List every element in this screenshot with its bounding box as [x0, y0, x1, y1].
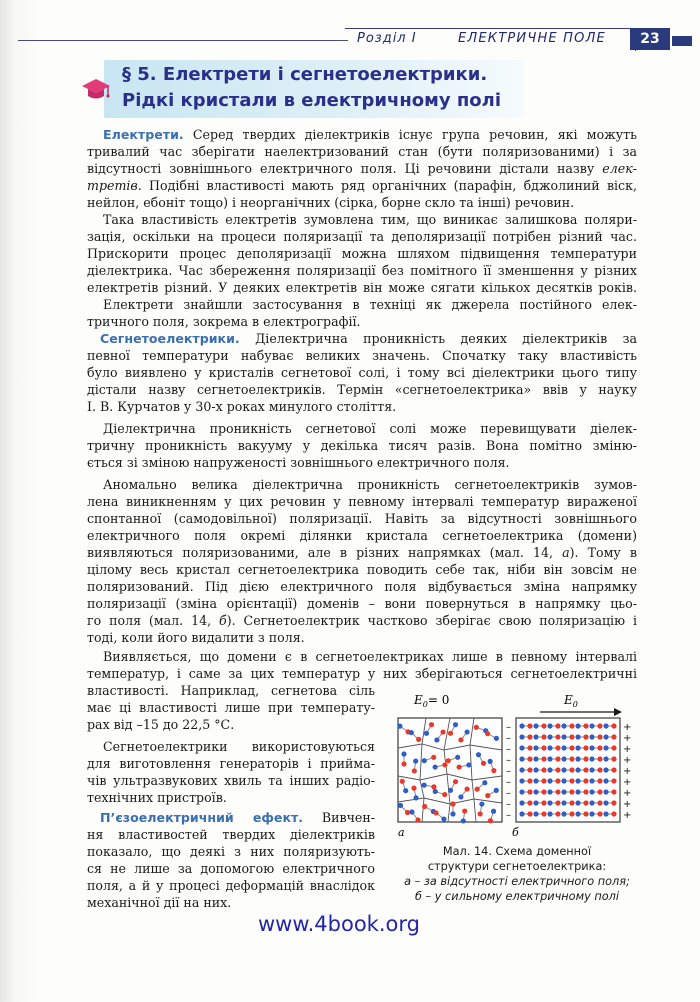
positive-charge	[611, 745, 616, 750]
p7-line1: Виявляється, що домени є в сегнетоелектриках лише в певному інтервалі	[103, 649, 637, 664]
negative-charge	[561, 745, 566, 750]
positive-charge	[569, 789, 574, 794]
p2-line3: Прискорити процес деполяризації можна шляхом підвищення температури	[87, 246, 637, 261]
minus-sign: –	[506, 744, 511, 755]
negative-charge	[533, 811, 538, 816]
p8-line4: технічних пристроїв.	[87, 790, 227, 805]
graduation-cap-icon	[80, 76, 112, 102]
positive-charge	[569, 811, 574, 816]
p9-line2: ня властивостей твердих діелектриків	[87, 827, 375, 842]
positive-charge	[555, 789, 560, 794]
positive-charge	[597, 800, 602, 805]
negative-charge	[533, 756, 538, 761]
positive-charge	[412, 768, 417, 773]
p8-line3: чів ультразвукових хвиль та інших радіо-	[87, 773, 375, 788]
negative-charge	[575, 745, 580, 750]
positive-charge	[611, 767, 616, 772]
p8-line2: для виготовлення генераторів і прийма-	[87, 756, 375, 771]
p6-line5: виявляються поляризованими, але в різних напрямках (мал. 14, а). Тому в	[87, 545, 637, 560]
positive-charge	[527, 745, 532, 750]
minus-sign: –	[506, 733, 511, 744]
section-title-line1: § 5. Електрети і сегнетоелектрики.	[122, 64, 488, 85]
negative-charge	[519, 778, 524, 783]
positive-charge	[527, 778, 532, 783]
positive-charge	[527, 800, 532, 805]
negative-charge	[589, 745, 594, 750]
negative-charge	[561, 778, 566, 783]
p1-line2: тривалий час зберігати наелектризований стан (бути поляризованими) і за	[87, 144, 637, 159]
positive-charge	[527, 767, 532, 772]
p7-line3: властивості. Наприклад, сегнетова сіль	[87, 683, 375, 698]
negative-charge	[547, 800, 552, 805]
positive-charge	[555, 723, 560, 728]
positive-charge	[597, 767, 602, 772]
positive-charge	[440, 729, 445, 734]
positive-charge	[583, 778, 588, 783]
negative-charge	[561, 734, 566, 739]
positive-charge	[611, 800, 616, 805]
positive-charge	[569, 756, 574, 761]
negative-charge	[533, 734, 538, 739]
negative-charge	[589, 723, 594, 728]
negative-charge	[589, 789, 594, 794]
negative-charge	[561, 811, 566, 816]
p7-line4: має ці властивості лише при температу-	[87, 700, 375, 715]
positive-charge	[583, 734, 588, 739]
minus-sign: –	[506, 755, 511, 766]
negative-charge	[589, 767, 594, 772]
positive-charge	[448, 731, 453, 736]
watermark-text: www.4book.org	[258, 912, 420, 936]
positive-charge	[478, 811, 483, 816]
section-title-line2: Рідкі кристали в електричному полі	[122, 90, 502, 111]
negative-charge	[476, 752, 481, 757]
page-number: 23	[630, 28, 670, 50]
negative-charge	[575, 723, 580, 728]
p6-line10: тоді, коли його видалити з поля.	[87, 630, 305, 645]
p5-line1: Діелектрична проникність сегнетової солі може перевищувати діелек-	[103, 421, 637, 436]
negative-charge	[547, 767, 552, 772]
negative-charge	[575, 734, 580, 739]
negative-charge	[533, 767, 538, 772]
field-label-a: $E_0= 0$	[414, 693, 450, 709]
minus-sign: –	[506, 810, 511, 821]
negative-charge	[464, 729, 469, 734]
minus-sign: –	[506, 722, 511, 733]
positive-charge	[527, 789, 532, 794]
minus-sign: –	[506, 777, 511, 788]
panel-a-domains	[397, 718, 502, 824]
header-tab	[672, 36, 692, 46]
p1-line5: нейлон, ебоніт тощо) і неорганічних (сірка, борне скло та інші) речовин.	[87, 195, 575, 210]
negative-charge	[519, 756, 524, 761]
positive-charge	[583, 800, 588, 805]
negative-charge	[603, 767, 608, 772]
positive-charge	[431, 784, 436, 789]
panel-b-aligned	[506, 718, 631, 822]
negative-charge	[603, 778, 608, 783]
positive-charge	[405, 810, 410, 815]
plus-sign: +	[623, 777, 632, 788]
positive-charge	[569, 778, 574, 783]
plus-sign: +	[623, 733, 632, 744]
positive-charge	[611, 734, 616, 739]
negative-charge	[519, 789, 524, 794]
negative-charge	[482, 780, 487, 785]
negative-charge	[603, 800, 608, 805]
p9-line6: механічної дії на них.	[87, 895, 232, 910]
positive-charge	[429, 722, 434, 727]
positive-charge	[611, 789, 616, 794]
negative-charge	[434, 737, 439, 742]
p4-line1: Сегнетоелектрики. Діелектрична проникність деяких діелектриків за	[100, 331, 637, 346]
negative-charge	[450, 811, 455, 816]
figure-caption-line4: б – у сильному електричному полі	[414, 890, 620, 903]
positive-charge	[416, 737, 421, 742]
p4-line5: І. В. Курчатов у 30-х роках минулого століття.	[87, 399, 397, 414]
p6-line7: поляризований. Під дією електричного поля відбувається зміна напрямку	[87, 579, 637, 594]
negative-charge	[575, 789, 580, 794]
p9-line5: поля, а й у процесі деформацій внаслідок	[87, 878, 375, 893]
positive-charge	[597, 789, 602, 794]
p6-line9: го поля (мал. 14, б). Сегнетоелектрик частково зберігає свою поляризацію і	[87, 613, 637, 628]
negative-charge	[561, 767, 566, 772]
positive-charge	[442, 762, 447, 767]
negative-charge	[519, 811, 524, 816]
p1-line3: відсутності зовнішнього електричного поля. Ці речовини дістали назву елек-	[87, 161, 637, 176]
positive-charge	[597, 745, 602, 750]
domain-structure-figure	[392, 690, 642, 840]
negative-charge	[547, 723, 552, 728]
positive-charge	[611, 756, 616, 761]
positive-charge	[491, 768, 496, 773]
plus-sign: +	[623, 799, 632, 810]
negative-charge	[466, 762, 471, 767]
positive-charge	[475, 787, 480, 792]
p7-line2: температур, і саме за цих температур у них зберігаються сегнетоелектричні	[87, 666, 637, 681]
positive-charge	[442, 792, 447, 797]
positive-charge	[569, 745, 574, 750]
negative-charge	[494, 788, 499, 793]
negative-charge	[519, 745, 524, 750]
p8-line1: Сегнетоелектрики використовуються	[103, 739, 375, 754]
positive-charge	[555, 734, 560, 739]
positive-charge	[541, 800, 546, 805]
positive-charge	[569, 723, 574, 728]
plus-sign: +	[623, 744, 632, 755]
positive-charge	[611, 811, 616, 816]
negative-charge	[519, 800, 524, 805]
negative-charge	[458, 794, 463, 799]
negative-charge	[491, 809, 496, 814]
p5-line3: ється зі зміною напруженості зовнішнього електричного поля.	[87, 455, 510, 470]
positive-charge	[527, 734, 532, 739]
positive-charge	[401, 761, 406, 766]
positive-charge	[541, 767, 546, 772]
positive-charge	[541, 811, 546, 816]
negative-charge	[519, 723, 524, 728]
positive-charge	[597, 756, 602, 761]
negative-charge	[441, 816, 446, 821]
p9-line3: показало, що деякі з них поляризують-	[87, 844, 375, 859]
negative-charge	[575, 811, 580, 816]
positive-charge	[611, 723, 616, 728]
positive-charge	[597, 734, 602, 739]
positive-charge	[597, 811, 602, 816]
negative-charge	[533, 800, 538, 805]
positive-charge	[527, 723, 532, 728]
p9-line1: П’єзоелектричний ефект. Вивчен-	[100, 810, 376, 825]
figure-caption-line2: структури сегнетоелектрика:	[427, 860, 607, 873]
negative-charge	[424, 731, 429, 736]
positive-charge	[485, 731, 490, 736]
negative-charge	[561, 800, 566, 805]
positive-charge	[555, 778, 560, 783]
positive-charge	[569, 767, 574, 772]
p6-line3: спонтанної (самодовільної) поляризації. Навіть за відсутності зовнішнього	[87, 511, 637, 526]
positive-charge	[433, 810, 438, 815]
negative-charge	[603, 811, 608, 816]
p2-line1: Така властивість електретів зумовлена тим, що виникає залишкова поляри-	[103, 212, 637, 227]
plus-sign: +	[623, 810, 632, 821]
negative-charge	[422, 758, 427, 763]
negative-charge	[589, 800, 594, 805]
p6-line8: поляризації (зміна орієнтації) доменів – вони повернуться в напрямку цьо-	[87, 596, 637, 611]
positive-charge	[453, 779, 458, 784]
positive-charge	[583, 767, 588, 772]
p2-line2: зація, оскільки на процеси поляризації та деполяризації потрібен різний час.	[87, 229, 637, 244]
negative-charge	[589, 734, 594, 739]
positive-charge	[583, 723, 588, 728]
plus-sign: +	[623, 722, 632, 733]
p1-line1: Електрети. Серед твердих діелектриків існує група речовин, які можуть	[103, 127, 637, 142]
negative-charge	[575, 800, 580, 805]
negative-charge	[603, 734, 608, 739]
negative-charge	[533, 789, 538, 794]
positive-charge	[555, 800, 560, 805]
positive-charge	[555, 745, 560, 750]
positive-charge	[541, 745, 546, 750]
plus-sign: +	[623, 755, 632, 766]
negative-charge	[561, 756, 566, 761]
field-label-b: $E_0$	[564, 693, 578, 709]
keyword-ferroelectrics: Сегнетоелектрики.	[100, 331, 240, 346]
negative-charge	[603, 789, 608, 794]
positive-charge	[597, 723, 602, 728]
keyword-piezo: П’єзоелектричний ефект.	[100, 810, 304, 825]
positive-charge	[569, 734, 574, 739]
p3-line1: Електрети знайшли застосування в техніці як джерела постійного елек-	[103, 297, 637, 312]
positive-charge	[583, 811, 588, 816]
positive-charge	[527, 756, 532, 761]
minus-sign: –	[506, 766, 511, 777]
negative-charge	[433, 764, 438, 769]
positive-charge	[415, 817, 420, 822]
negative-charge	[455, 755, 460, 760]
p2-line5: електретів різний. У деяких електретів він може сягати кількох десятків років.	[87, 280, 637, 295]
negative-charge	[519, 767, 524, 772]
negative-charge	[603, 723, 608, 728]
header-chapter: ЕЛЕКТРИЧНЕ ПОЛЕ	[458, 31, 606, 46]
negative-charge	[547, 734, 552, 739]
negative-charge	[397, 724, 402, 729]
negative-charge	[575, 756, 580, 761]
positive-charge	[583, 745, 588, 750]
p6-line2: лена виникненням у цих речовин у певному інтервалі температур вираженої	[87, 494, 637, 509]
keyword-electrets: Електрети.	[103, 127, 184, 142]
p1-line4: третів. Подібні властивості мають ряд органічних (парафін, бджолиний віск,	[87, 178, 637, 193]
p7-line5: рах від –15 до 22,5 °С.	[87, 717, 235, 732]
positive-charge	[457, 764, 462, 769]
positive-charge	[431, 755, 436, 760]
positive-charge	[541, 734, 546, 739]
negative-charge	[453, 722, 458, 727]
negative-charge	[547, 778, 552, 783]
negative-charge	[561, 789, 566, 794]
field-arrowhead	[614, 708, 622, 716]
positive-charge	[411, 786, 416, 791]
positive-charge	[464, 786, 469, 791]
negative-charge	[547, 811, 552, 816]
negative-charge	[398, 803, 403, 808]
positive-charge	[555, 767, 560, 772]
negative-charge	[533, 745, 538, 750]
negative-charge	[589, 811, 594, 816]
negative-charge	[409, 730, 414, 735]
negative-charge	[433, 789, 438, 794]
positive-charge	[597, 778, 602, 783]
figure-caption-line1: Мал. 14. Схема доменної	[442, 845, 592, 858]
positive-charge	[541, 778, 546, 783]
negative-charge	[421, 783, 426, 788]
minus-sign: –	[506, 799, 511, 810]
negative-charge	[533, 778, 538, 783]
negative-charge	[533, 723, 538, 728]
positive-charge	[481, 761, 486, 766]
positive-charge	[488, 818, 493, 823]
positive-charge	[555, 756, 560, 761]
header-section: Розділ І	[357, 31, 417, 46]
positive-charge	[611, 778, 616, 783]
negative-charge	[603, 745, 608, 750]
negative-charge	[589, 778, 594, 783]
p4-line4: дістали назву сегнетоелектриків. Термін «сегнетоелектрика» ввів у науку	[87, 382, 637, 397]
positive-charge	[583, 789, 588, 794]
p2-line4: діелектрика. Час збереження поляризації без помітного її зменшення у різних	[87, 263, 637, 278]
negative-charge	[547, 756, 552, 761]
positive-charge	[422, 804, 427, 809]
p4-line2: певної температури набуває великих значень. Спочатку таку властивість	[87, 348, 637, 363]
positive-charge	[446, 758, 451, 763]
positive-charge	[400, 779, 405, 784]
p6-line4: електричного поля окремі ділянки кристала сегнетоелектрика (домени)	[87, 528, 637, 543]
header-rule	[18, 40, 348, 41]
negative-charge	[575, 778, 580, 783]
negative-charge	[409, 809, 414, 814]
p6-line6: цілому весь кристал сегнетоелектрика поводить себе так, ніби він зовсім не	[87, 562, 637, 577]
negative-charge	[547, 745, 552, 750]
p3-line2: тричного поля, зокрема в електрографії.	[87, 314, 361, 329]
negative-charge	[401, 751, 406, 756]
positive-charge	[569, 800, 574, 805]
negative-charge	[603, 756, 608, 761]
p9-line4: ся не лише за допомогою електричного	[87, 861, 375, 876]
plus-sign: +	[623, 766, 632, 777]
positive-charge	[541, 723, 546, 728]
figure-caption-line3: а – за відсутності електричного поля;	[404, 875, 630, 888]
negative-charge	[547, 789, 552, 794]
positive-charge	[458, 737, 463, 742]
negative-charge	[589, 756, 594, 761]
plus-sign: +	[623, 788, 632, 799]
p6-line1: Аномально велика діелектрична проникність сегнетоелектриків зумов-	[103, 477, 637, 492]
positive-charge	[474, 725, 479, 730]
panel-b-label: б	[512, 826, 519, 839]
negative-charge	[448, 788, 453, 793]
negative-charge	[575, 767, 580, 772]
negative-charge	[488, 759, 493, 764]
negative-charge	[461, 818, 466, 823]
negative-charge	[519, 734, 524, 739]
negative-charge	[403, 788, 408, 793]
negative-charge	[494, 736, 499, 741]
positive-charge	[450, 801, 455, 806]
positive-charge	[555, 811, 560, 816]
positive-charge	[583, 756, 588, 761]
negative-charge	[413, 758, 418, 763]
negative-charge	[413, 795, 418, 800]
positive-charge	[527, 811, 532, 816]
p4-line3: було виявлено у кристалів сегнетової солі, і тому всі діелектрики цього типу	[87, 365, 637, 380]
p5-line2: тричну проникність вакууму у декілька тисяч разів. Вона помітно зміню-	[87, 438, 637, 453]
positive-charge	[541, 756, 546, 761]
positive-charge	[462, 808, 467, 813]
positive-charge	[485, 793, 490, 798]
positive-charge	[541, 789, 546, 794]
negative-charge	[561, 723, 566, 728]
negative-charge	[479, 801, 484, 806]
panel-a-label: а	[398, 826, 405, 839]
minus-sign: –	[506, 788, 511, 799]
